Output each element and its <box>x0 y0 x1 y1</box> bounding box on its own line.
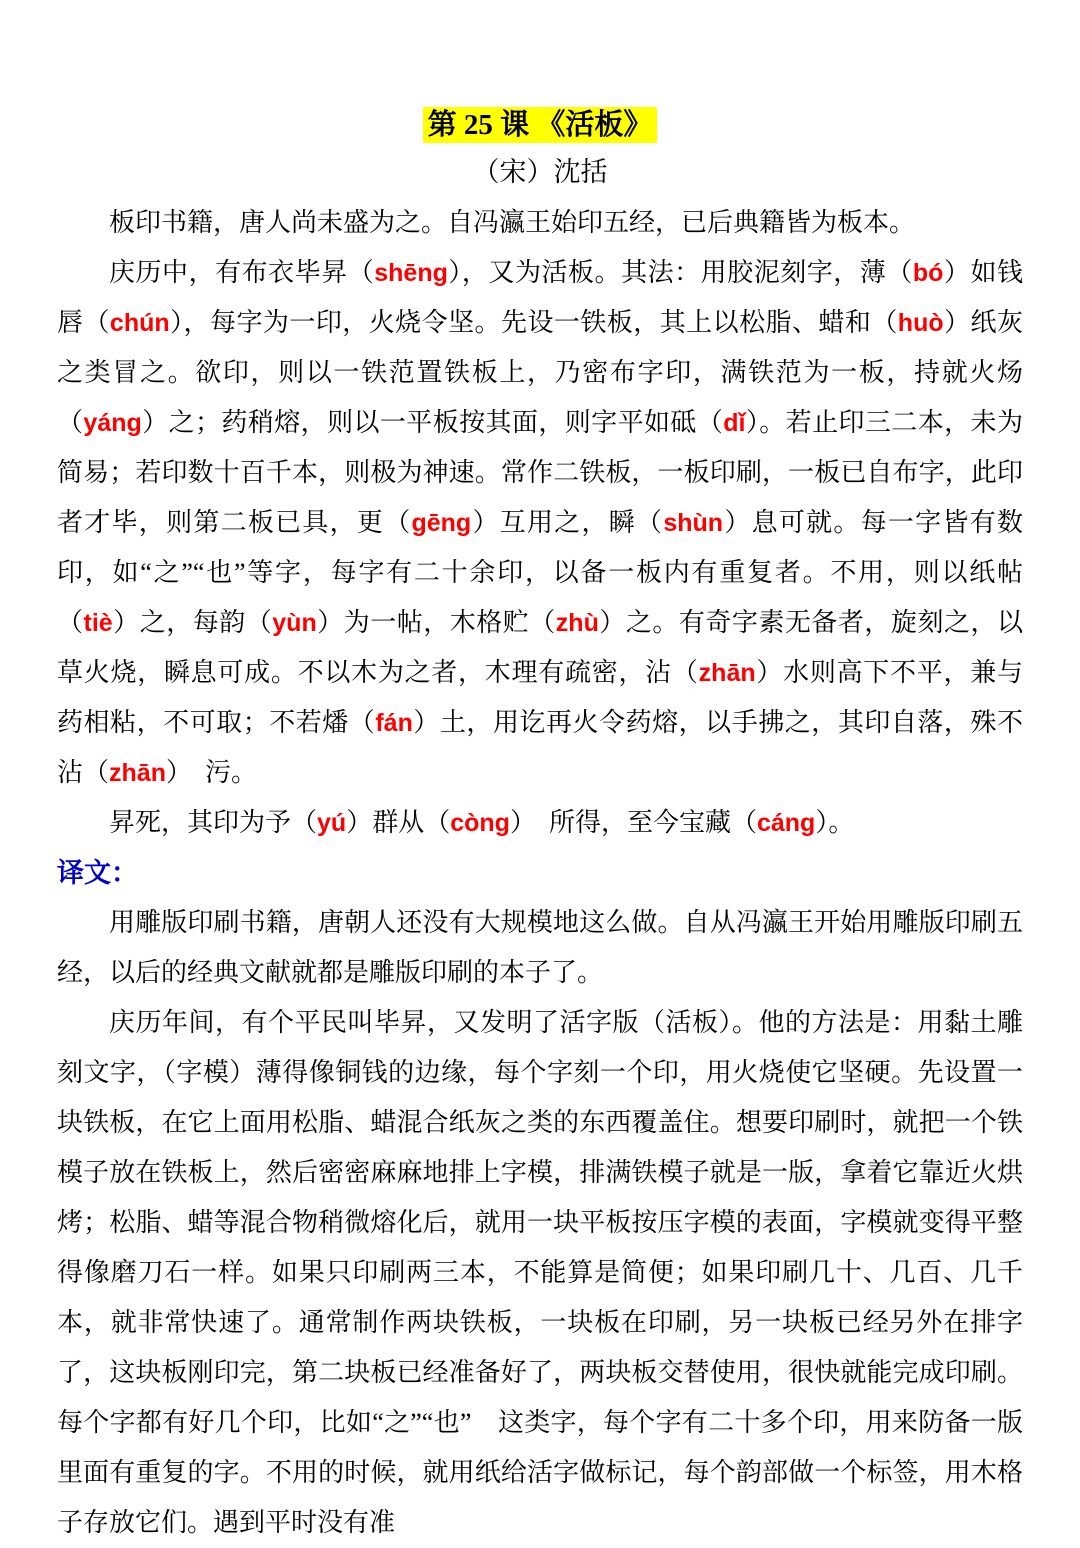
author-line: （宋）沈括 <box>472 157 608 187</box>
text-run: ） 污。 <box>165 758 257 787</box>
text-run: 用雕版印刷书籍，唐朝人还没有大规模地这么做。自从冯瀛王开始用雕版印刷五经，以后的经典文献就都是雕版印刷的本子了。 <box>57 908 1023 987</box>
pinyin-annotation: gēng <box>411 509 472 537</box>
text-run: ）之，每韵（ <box>112 608 273 637</box>
text-run: 板印书籍，唐人尚未盛为之。自冯瀛王始印五经，已后典籍皆为板本。 <box>109 208 916 237</box>
lesson-title: 第 25 课 《活板》 <box>423 107 658 143</box>
translation-section <box>57 898 1023 1548</box>
text-run: ）互用之，瞬（ <box>471 508 664 537</box>
text-run: ）如钱唇（ <box>57 258 1023 337</box>
lesson-title-line <box>57 104 1023 146</box>
pinyin-annotation: zhù <box>555 609 599 637</box>
pinyin-annotation: zhān <box>698 659 756 687</box>
original-paragraph <box>57 798 1023 848</box>
pinyin-annotation: chún <box>109 309 170 337</box>
pinyin-annotation: yùn <box>272 609 317 637</box>
text-run: ） 所得，至今宝藏（ <box>509 808 757 837</box>
text-run: ）纸灰之类冒之。欲印，则以一铁范置铁板上，乃密布字印，满铁范为一板，持就火炀（ <box>57 308 1023 437</box>
text-run: 昇死，其印为予（ <box>109 808 318 837</box>
text-run: ），每字为一印，火烧令坚。先设一铁板，其上以松脂、蜡和（ <box>169 308 898 337</box>
pinyin-annotation: huò <box>897 309 944 337</box>
text-run: 庆历中，有布衣毕昇（ <box>109 258 375 287</box>
pinyin-annotation: còng <box>450 809 510 837</box>
text-run: ）。若止印三二本，未为简易；若印数十百千本，则极为神速。常作二铁板，一板印刷，一板已自布字，此印者才毕，则第二板已具，更（ <box>57 408 1023 537</box>
pinyin-annotation: zhān <box>109 759 166 787</box>
pinyin-annotation: shùn <box>663 509 724 537</box>
pinyin-annotation: tiè <box>83 609 113 637</box>
text-run: ）土，用讫再火令药熔，以手拂之，其印自落，殊不沾（ <box>57 708 1023 787</box>
pinyin-annotation: yáng <box>83 409 142 437</box>
translation-paragraph <box>57 998 1023 1548</box>
text-run: ）之；药稍熔，则以一平板按其面，则字平如砥（ <box>141 408 724 437</box>
pinyin-annotation: cáng <box>756 809 816 837</box>
text-run: ）为一帖，木格贮（ <box>316 608 556 637</box>
pinyin-annotation: fán <box>375 709 413 737</box>
original-text-section <box>57 198 1023 848</box>
pinyin-annotation: shēng <box>374 259 448 287</box>
pinyin-annotation: dǐ <box>723 409 746 437</box>
original-paragraph <box>57 198 1023 248</box>
text-run: ）群从（ <box>346 808 451 837</box>
original-paragraph <box>57 248 1023 798</box>
pinyin-annotation: yú <box>317 809 347 837</box>
text-run: ）之。有奇字素无备者，旋刻之，以草火烧，瞬息可成。不以木为之者，木理有疏密，沾（ <box>57 608 1023 687</box>
translation-label: 译文： <box>57 858 138 888</box>
text-run: 庆历年间，有个平民叫毕昇，又发明了活字版（活板）。他的方法是：用黏土雕刻文字，（字模）薄得像铜钱的边缘，每个字刻一个印，用火烧使它坚硬。先设置一块铁板，在它上面用松脂、蜡混合纸灰之类的东西覆盖住。想要印刷时，就把一个铁模子放在铁板上，然后密密麻麻地排上字模，排满铁模子就是一版，拿着它靠近火烘烤；松脂、蜡等混合物稍微熔化后，就用一块平板按压字模的表面，字模就变得平整得像磨刀石一样。如果只印刷两三本，不能算是简便；如果印刷几十、几百、几千本，就非常快速了。通常制作两块铁板，一块板在印刷，另一块板已经另外在排字了，这块板刚印完，第二块板已经准备好了，两块板交替使用，很快就能完成印刷。每个字都有好几个印，比如“之”“也” 这类字，每个字有二十多个印，用来防备一版里面有重复的字。不用的时候，就用纸给活字做标记，每个韵部做一个标签，用木格子存放它们。遇到平时没有准 <box>57 1008 1023 1537</box>
pinyin-annotation: bó <box>912 259 944 287</box>
text-run: ）息可就。每一字皆有数印，如“之”“也”等字，每字有二十余印，以备一板内有重复者。不用，则以纸帖（ <box>57 508 1023 637</box>
text-run: ），又为活板。其法：用胶泥刻字，薄（ <box>447 258 913 287</box>
text-run: ）水则高下不平，兼与药相粘，不可取；不若燔（ <box>57 658 1023 737</box>
text-run: ）。 <box>815 808 855 837</box>
translation-paragraph <box>57 898 1023 998</box>
